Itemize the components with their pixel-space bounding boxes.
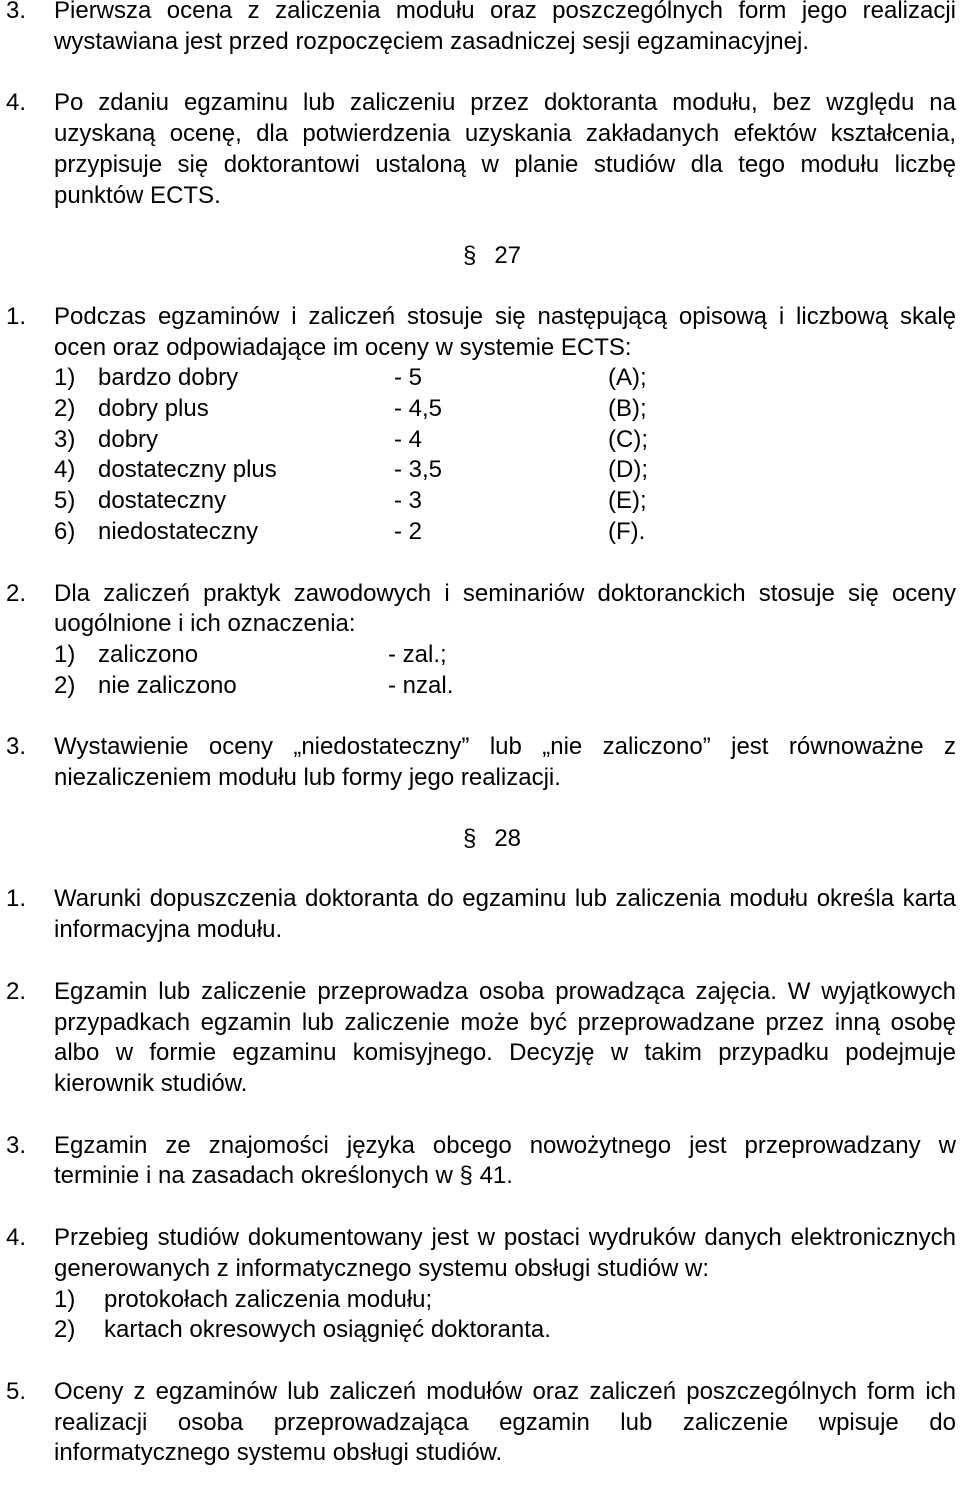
sentence-end: . xyxy=(506,1162,513,1190)
grade-index: 5) xyxy=(54,487,76,515)
paragraph-text: Podczas egzaminów i zaliczeń stosuje się następującą opisową i liczbową skalę ocen oraz odpowiadające im oceny w systemie ECTS: xyxy=(54,302,956,361)
grade-name: niedostateczny xyxy=(98,517,259,545)
grade-name: zaliczono xyxy=(98,640,199,668)
paragraph-body: Egzamin ze znajomości języka obcego nowożytnego jest przeprowadzany w terminie i na zasadach określonych w xyxy=(54,1131,956,1190)
section-number: 28 xyxy=(494,824,522,852)
grade-ects: (A); xyxy=(608,364,647,392)
s28-paragraph-5 xyxy=(0,1377,960,1469)
section-symbol: § xyxy=(462,242,477,270)
grade-row xyxy=(54,425,956,456)
paragraph-text: Dla zaliczeń praktyk zawodowych i seminariów doktoranckich stosuje się oceny uogólnione i ich oznaczenia: xyxy=(54,579,956,638)
grade-row xyxy=(54,455,956,486)
paragraph-text: Warunki dopuszczenia doktoranta do egzaminu lub zaliczenia modułu określa karta informacyjna modułu. xyxy=(54,885,956,944)
section-reference-number: 41 xyxy=(479,1162,507,1190)
list-item-text: protokołach zaliczenia modułu; xyxy=(104,1285,433,1313)
paragraph-text: Egzamin lub zaliczenie przeprowadza osoba prowadząca zajęcia. W wyjątkowych przypadkach egzamin lub zaliczenie może być przeprowadzane przez inną osobę albo w formie egzaminu komisyjnego. Decyzję w takim przypadku podejmuje kierownik studiów. xyxy=(54,977,956,1097)
grade-row xyxy=(54,517,956,548)
grade-row xyxy=(54,486,956,517)
grade-row xyxy=(54,363,956,394)
grade-row xyxy=(54,394,956,425)
section-number: 27 xyxy=(494,242,522,270)
grade-scale-list xyxy=(54,363,956,547)
paragraph-text: Pierwsza ocena z zaliczenia modułu oraz poszczególnych form jego realizacji wystawiana jest przed rozpoczęciem zasadniczej sesji egzaminacyjnej. xyxy=(54,0,956,55)
paragraph-text: Wystawienie oceny „niedostateczny” lub „nie zaliczono” jest równoważne z niezaliczeniem modułu lub formy jego realizacji. xyxy=(54,733,956,792)
grade-value: - 4 xyxy=(394,425,423,453)
section-28-heading xyxy=(0,824,960,855)
paragraph-number: 1. xyxy=(6,302,27,330)
paragraph-text: Po zdaniu egzaminu lub zaliczeniu przez doktoranta modułu, bez względu na uzyskaną ocenę, dla potwierdzenia uzyskania zakładanych efektów kształcenia, przypisuje się doktorantowi ustaloną w planie studiów dla tego modułu liczbę punktów ECTS. xyxy=(54,89,956,209)
list-item-text: kartach okresowych osiągnięć doktoranta. xyxy=(104,1316,551,1344)
section-reference xyxy=(460,1162,507,1189)
section-symbol: § xyxy=(459,1162,473,1190)
s27-paragraph-2 xyxy=(0,579,960,702)
grade-abbreviation: - nzal. xyxy=(388,671,454,699)
grade-index: 2) xyxy=(54,395,76,423)
general-grade-row xyxy=(54,640,956,671)
grade-index: 4) xyxy=(54,456,76,484)
paragraph-number: 2. xyxy=(6,579,27,607)
s28-paragraph-1 xyxy=(0,884,960,945)
paragraph-4-top xyxy=(0,88,960,211)
list-item xyxy=(54,1315,956,1346)
grade-abbreviation: - zal.; xyxy=(388,640,447,668)
grade-value: - 2 xyxy=(394,517,423,545)
list-item-index: 2) xyxy=(54,1316,76,1344)
grade-value: - 3,5 xyxy=(394,456,443,484)
grade-index: 6) xyxy=(54,517,76,545)
paragraph-text xyxy=(54,1131,956,1192)
grade-name: dostateczny xyxy=(98,487,227,515)
grade-name: dobry plus xyxy=(98,395,209,423)
grade-index: 3) xyxy=(54,425,76,453)
paragraph-number: 1. xyxy=(6,885,27,913)
paragraph-number: 4. xyxy=(6,1224,27,1252)
list-item xyxy=(54,1285,956,1316)
general-grades-list xyxy=(54,640,956,701)
grade-value: - 4,5 xyxy=(394,395,443,423)
section-27-heading xyxy=(0,241,960,272)
grade-value: - 5 xyxy=(394,364,423,392)
grade-ects: (C); xyxy=(608,425,648,453)
grade-index: 1) xyxy=(54,364,76,392)
grade-name: dostateczny plus xyxy=(98,456,277,484)
grade-name: dobry xyxy=(98,425,159,453)
grade-ects: (B); xyxy=(608,395,647,423)
grade-value: - 3 xyxy=(394,487,423,515)
paragraph-number: 5. xyxy=(6,1377,27,1405)
paragraph-number: 3. xyxy=(6,1131,27,1159)
paragraph-number: 3. xyxy=(6,0,27,24)
section-symbol: § xyxy=(462,824,477,852)
s28-paragraph-2 xyxy=(0,977,960,1100)
paragraph-number: 2. xyxy=(6,977,27,1005)
documents-list xyxy=(54,1285,956,1346)
grade-index: 2) xyxy=(54,671,76,699)
paragraph-text: Oceny z egzaminów lub zaliczeń modułów oraz zaliczeń poszczególnych form ich realizacji osoba przeprowadzająca egzamin lub zaliczenie wpisuje do informatycznego systemu obsługi studiów. xyxy=(54,1377,956,1467)
grade-index: 1) xyxy=(54,640,76,668)
grade-name: bardzo dobry xyxy=(98,364,239,392)
list-item-index: 1) xyxy=(54,1285,76,1313)
s28-paragraph-3 xyxy=(0,1131,960,1192)
grade-name: nie zaliczono xyxy=(98,671,237,699)
s27-paragraph-1 xyxy=(0,302,960,548)
s28-paragraph-4 xyxy=(0,1223,960,1346)
general-grade-row xyxy=(54,671,956,702)
grade-ects: (F). xyxy=(608,517,646,545)
paragraph-text: Przebieg studiów dokumentowany jest w postaci wydruków danych elektronicznych generowanych z informatycznego systemu obsługi studiów w: xyxy=(54,1224,956,1282)
paragraph-3-top xyxy=(0,0,960,57)
paragraph-number: 4. xyxy=(6,89,27,117)
s27-paragraph-3 xyxy=(0,732,960,793)
paragraph-number: 3. xyxy=(6,733,27,761)
grade-ects: (D); xyxy=(608,456,648,484)
grade-ects: (E); xyxy=(608,487,647,515)
